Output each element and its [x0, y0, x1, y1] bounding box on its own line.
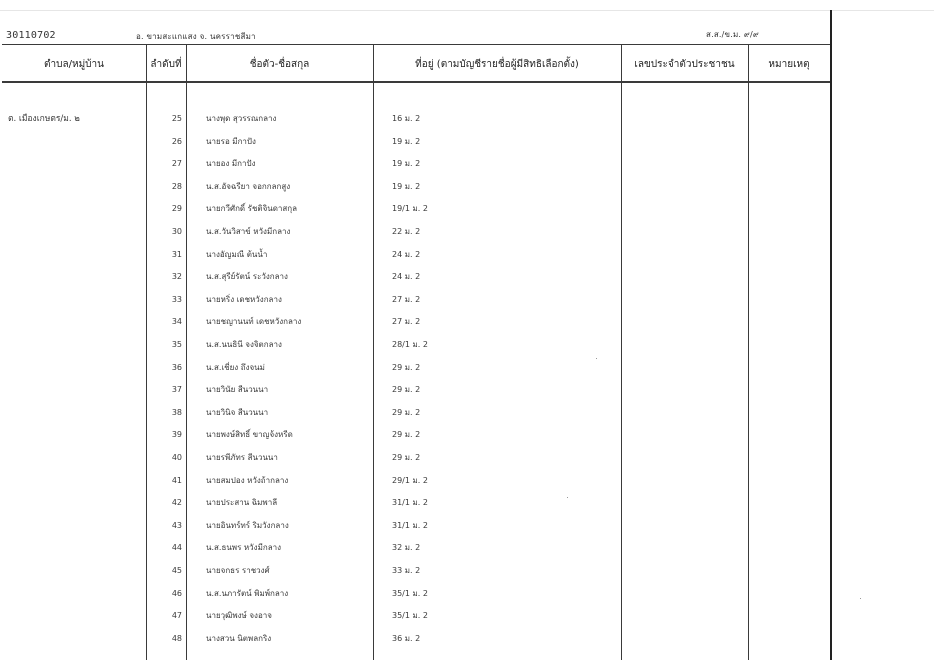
row-name: น.ส.นนธินี จงจิตกลาง: [206, 340, 282, 349]
row-address: 29 ม. 2: [392, 453, 421, 462]
row-address: 29 ม. 2: [392, 408, 421, 417]
row-number: 44: [171, 543, 182, 552]
row-number: 32: [171, 272, 182, 281]
scan-speck: [596, 358, 597, 359]
row-address: 29/1 ม. 2: [392, 476, 428, 485]
column-header-subdistrict: ตำบล/หมู่บ้าน: [44, 58, 104, 70]
row-number: 27: [171, 159, 182, 168]
row-number: 35: [171, 340, 182, 349]
row-name: น.ส.เชี่ยง ถึงจนม่: [206, 363, 265, 372]
header-bottom-border: [2, 81, 830, 83]
row-name: นางอัญมณี ต้นน้ำ: [206, 250, 268, 259]
row-address: 29 ม. 2: [392, 363, 421, 372]
col-divider-1: [146, 44, 147, 660]
col-divider-2: [186, 44, 187, 660]
row-address: 24 ม. 2: [392, 272, 421, 281]
row-address: 29 ม. 2: [392, 430, 421, 439]
row-number: 47: [171, 611, 182, 620]
row-number: 38: [171, 408, 182, 417]
row-number: 30: [171, 227, 182, 236]
column-header-id: เลขประจำตัวประชาชน: [634, 58, 735, 70]
column-header-name: ชื่อตัว-ชื่อสกุล: [249, 58, 310, 70]
col-divider-5: [748, 44, 749, 660]
subdistrict-label: ต. เมืองเกษตร/ม. ๒: [8, 114, 80, 124]
row-number: 28: [171, 182, 182, 191]
row-name: นายจกธร ราชวงศ์: [206, 566, 270, 575]
row-address: 28/1 ม. 2: [392, 340, 428, 349]
row-number: 33: [171, 295, 182, 304]
document-reference: ส.ส./ข.ม. ๙/๙: [706, 30, 759, 39]
row-name: น.ส.ธนพร หวังมีกลาง: [206, 543, 281, 552]
row-name: น.ส.สุรีย์รัตน์ ระวังกลาง: [206, 272, 288, 281]
column-header-remark: หมายเหตุ: [768, 58, 810, 70]
col-divider-4: [621, 44, 622, 660]
row-address: 31/1 ม. 2: [392, 521, 428, 530]
row-name: น.ส.นภารัตน์ พิมพ์กลาง: [206, 589, 289, 598]
row-address: 19 ม. 2: [392, 159, 421, 168]
row-name: นายรอ มีกาปัง: [206, 137, 256, 146]
row-name: นายอง มีกาปัง: [206, 159, 256, 168]
table-top-border: [2, 44, 830, 45]
row-address: 19/1 ม. 2: [392, 204, 428, 213]
column-header-address: ที่อยู่ (ตามบัญชีรายชื่อผู้มีสิทธิเลือกตั้ง): [415, 58, 579, 70]
row-name: นางสวน นิตพลกริง: [206, 634, 272, 643]
scan-speck: [860, 598, 861, 599]
row-number: 26: [171, 137, 182, 146]
row-address: 36 ม. 2: [392, 634, 421, 643]
row-number: 48: [171, 634, 182, 643]
document-code: 30110702: [6, 30, 56, 41]
row-number: 41: [171, 476, 182, 485]
row-name: น.ส.อัจฉรียา จอกกลกสูง: [206, 182, 291, 191]
row-address: 29 ม. 2: [392, 385, 421, 394]
row-name: นายกวีศักดิ์ รัชติจินดาสกุล: [206, 204, 298, 213]
row-name: น.ส.วันวิสาข์ หวังมีกลาง: [206, 227, 291, 236]
row-name: นายวินิจ สีนวนนา: [206, 408, 269, 417]
row-name: นายรพีภัทร สีนวนนา: [206, 453, 278, 462]
scan-speck: [567, 497, 568, 498]
row-number: 40: [171, 453, 182, 462]
row-number: 39: [171, 430, 182, 439]
row-number: 46: [171, 589, 182, 598]
row-name: นายวินัย สีนวนนา: [206, 385, 269, 394]
row-name: นายวุฒิพงษ์ จงอาจ: [206, 611, 272, 620]
row-number: 42: [171, 498, 182, 507]
row-address: 35/1 ม. 2: [392, 589, 428, 598]
row-address: 19 ม. 2: [392, 182, 421, 191]
row-address: 24 ม. 2: [392, 250, 421, 259]
row-name: นายชญานนท์ เดชหวังกลาง: [206, 317, 302, 326]
row-number: 34: [171, 317, 182, 326]
row-address: 33 ม. 2: [392, 566, 421, 575]
row-name: นางพุด สุวรรณกลาง: [206, 114, 277, 123]
row-address: 19 ม. 2: [392, 137, 421, 146]
row-number: 25: [171, 114, 182, 123]
row-address: 35/1 ม. 2: [392, 611, 428, 620]
column-header-number: ลำดับที่: [150, 58, 182, 70]
row-number: 29: [171, 204, 182, 213]
row-name: นายสมปอง หวังถ้ากลาง: [206, 476, 289, 485]
row-number: 45: [171, 566, 182, 575]
row-name: นายอินทร์ทร์ ริมวังกลาง: [206, 521, 289, 530]
row-address: 32 ม. 2: [392, 543, 421, 552]
row-name: นายพงษ์สิทธิ์ ขาญจ้งหรีด: [206, 430, 293, 439]
row-address: 16 ม. 2: [392, 114, 421, 123]
row-address: 27 ม. 2: [392, 295, 421, 304]
district-province-label: อ. ขามสะแกแสง จ. นครราชสีมา: [136, 32, 256, 41]
row-number: 37: [171, 385, 182, 394]
row-number: 31: [171, 250, 182, 259]
col-divider-3: [373, 44, 374, 660]
row-name: นายหริ่ง เดชหวังกลาง: [206, 295, 282, 304]
row-address: 27 ม. 2: [392, 317, 421, 326]
row-number: 36: [171, 363, 182, 372]
row-name: นายประสาน ฉิมพาลี: [206, 498, 278, 507]
row-number: 43: [171, 521, 182, 530]
row-address: 22 ม. 2: [392, 227, 421, 236]
right-border: [830, 10, 832, 660]
row-address: 31/1 ม. 2: [392, 498, 428, 507]
top-rule: [0, 10, 934, 11]
